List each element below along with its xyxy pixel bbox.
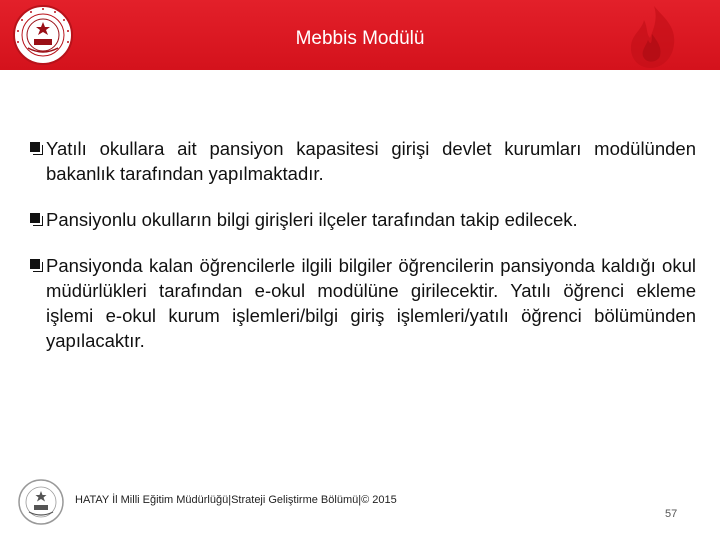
- bullet-text: Pansiyonlu okulların bilgi girişleri ilçeler tarafından takip edilecek.: [46, 209, 578, 230]
- page-title: Mebbis Modülü: [295, 28, 425, 49]
- flame-watermark-icon: [618, 4, 688, 70]
- square-bullet-icon: [30, 142, 43, 155]
- page-number: 57: [665, 508, 678, 520]
- square-bullet-icon: [30, 259, 43, 272]
- bullet-item-2: [30, 207, 696, 232]
- header-bar: [0, 0, 720, 70]
- bullet-text: Yatılı okullara ait pansiyon kapasitesi girişi devlet kurumları modülünden bakanlık tarafından yapılmaktadır.: [46, 138, 696, 184]
- square-bullet-icon: [30, 213, 43, 226]
- meb-emblem-icon: [16, 478, 66, 526]
- bullet-list: [30, 136, 696, 374]
- footer-text: HATAY İl Milli Eğitim Müdürlüğü|Strateji Geliştirme Bölümü|© 2015: [75, 494, 397, 506]
- bullet-text: Pansiyonda kalan öğrencilerle ilgili bilgiler öğrencilerin pansiyonda kaldığı okul müdürlükleri tarafından e-okul modülüne girilecektir. Yatılı öğrenci ekleme işlemi e-okul kurum işlemleri/bilgi giriş işlemleri/yatılı öğrenci bölümünden yapılacaktır.: [46, 255, 696, 351]
- bullet-item-1: [30, 136, 696, 186]
- bullet-item-3: [30, 253, 696, 353]
